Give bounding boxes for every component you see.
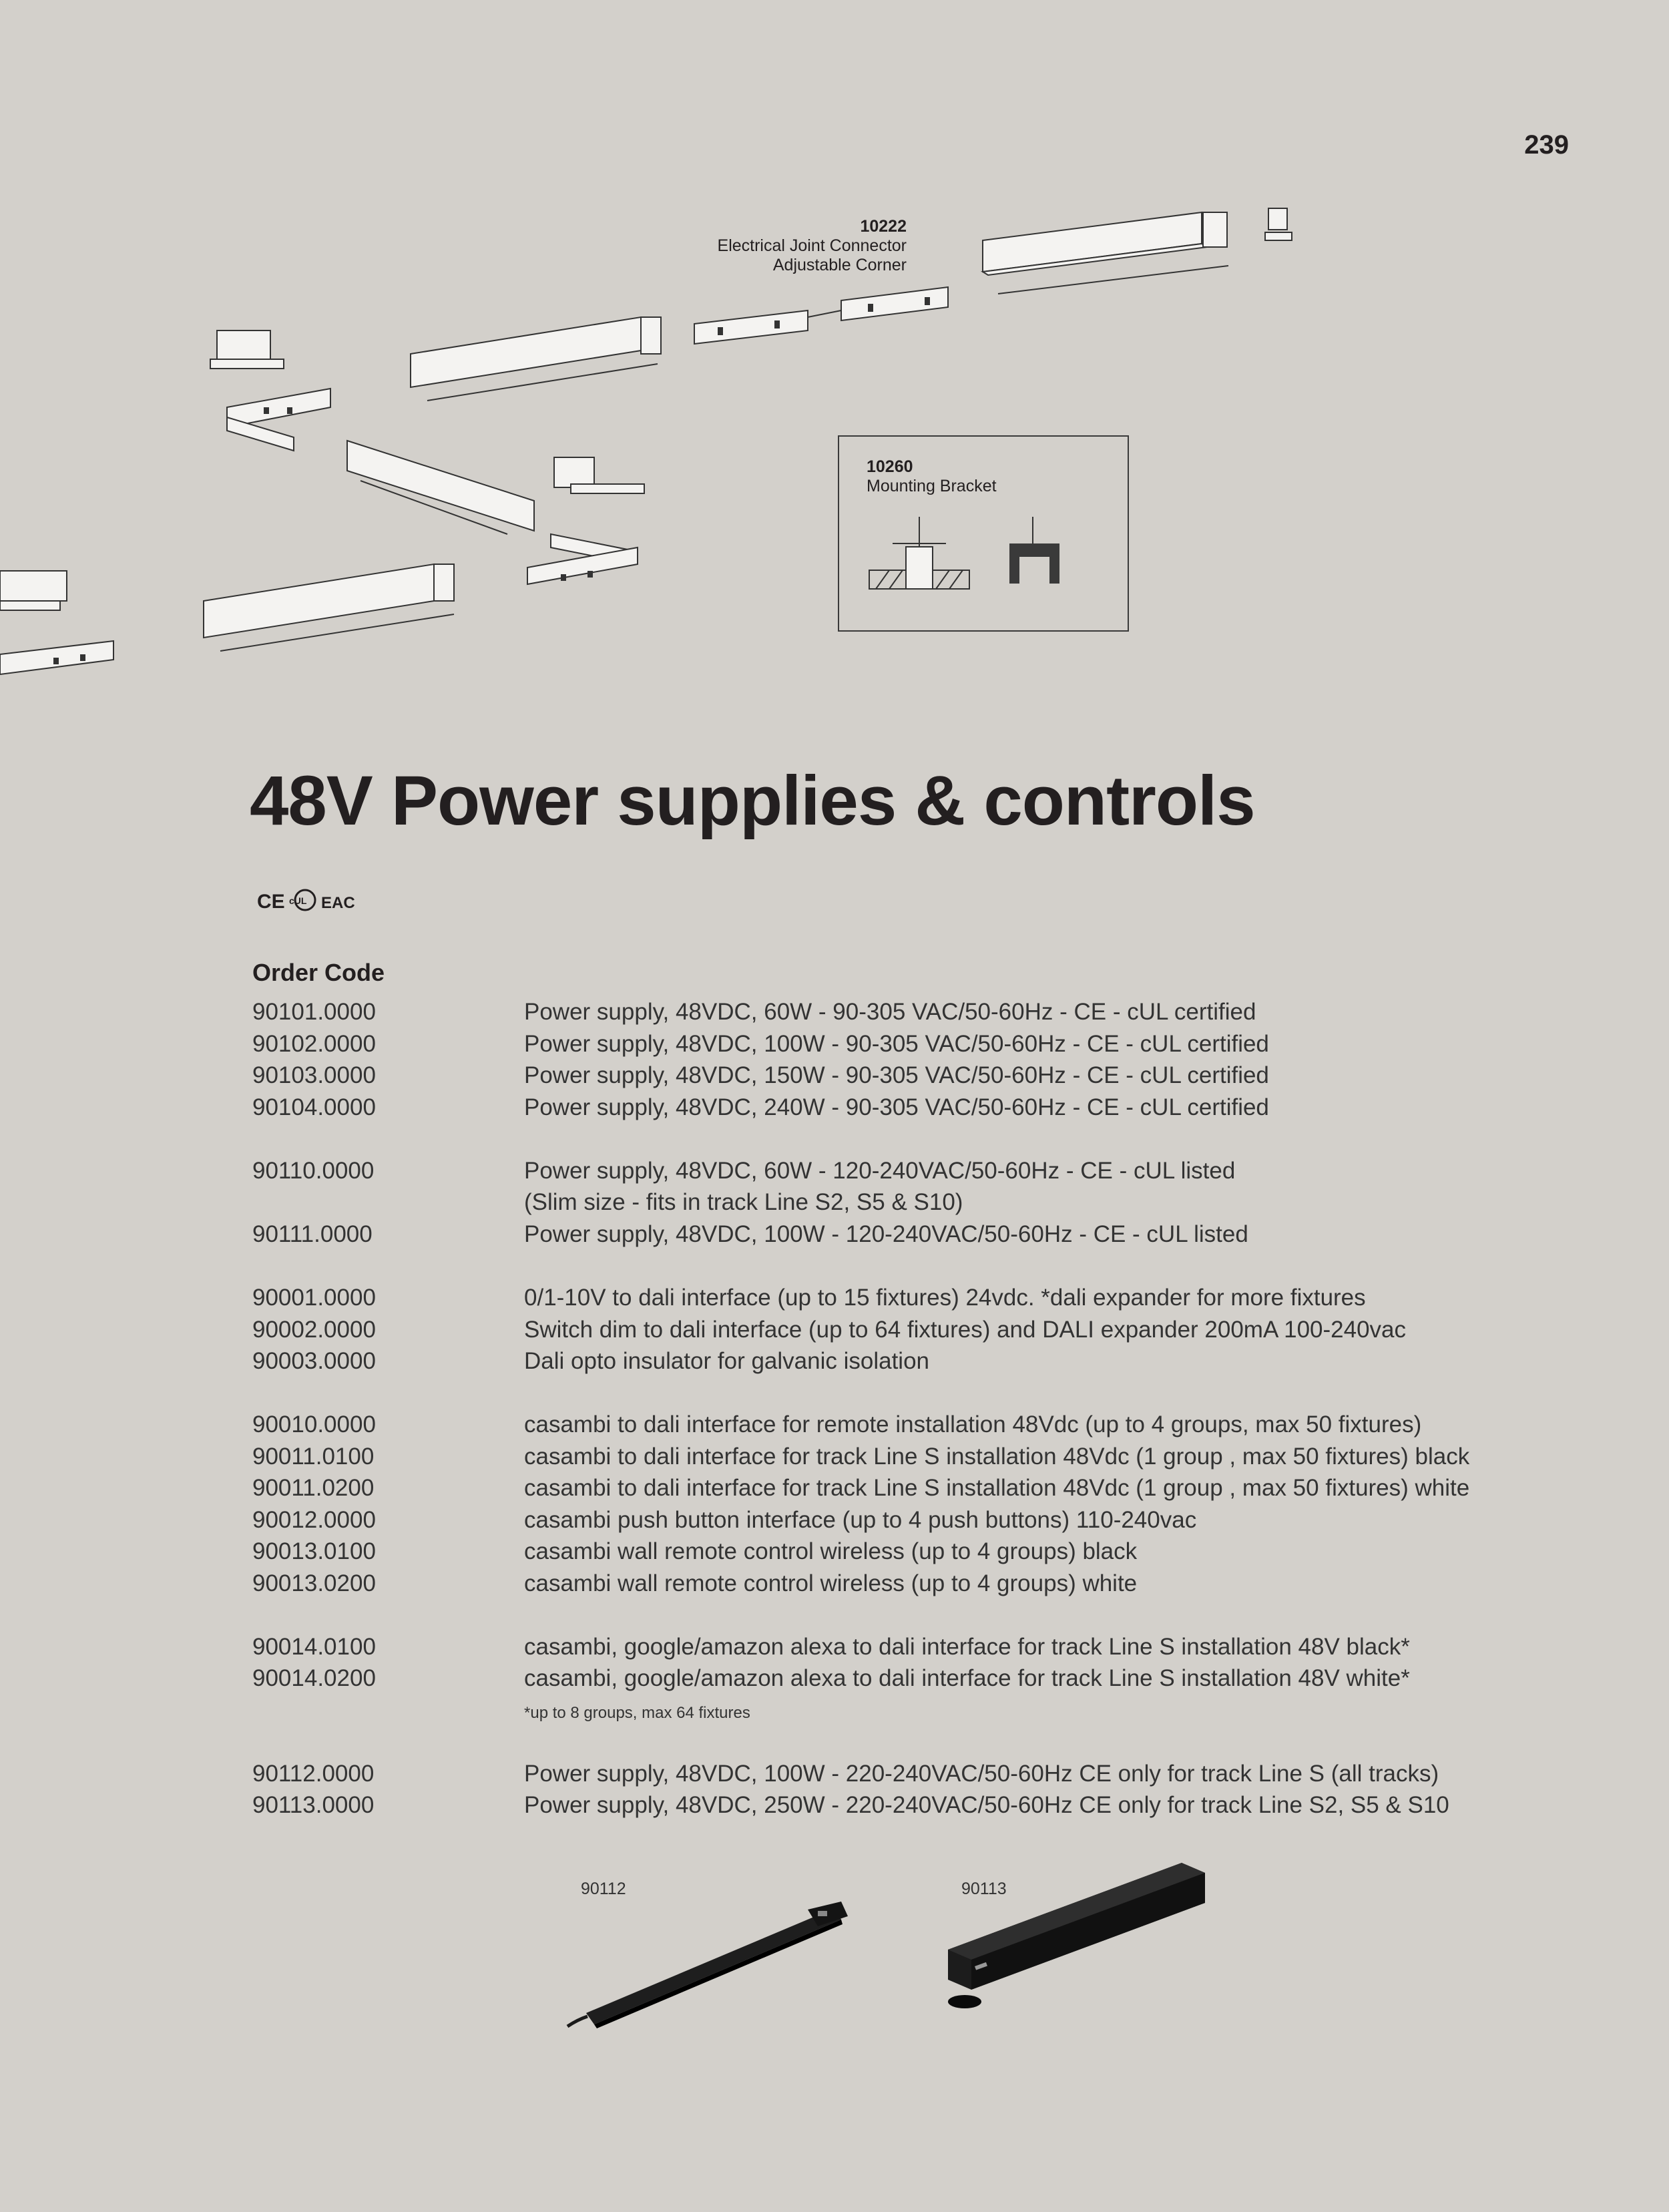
description: (Slim size - fits in track Line S2, S5 & S10) [524,1189,963,1215]
order-code: 90011.0200 [252,1475,375,1501]
table-row [252,1789,1449,1821]
description: Switch dim to dali interface (up to 64 fixtures) and DALI expander 200mA 100-240vac [524,1317,1407,1343]
table-row [252,1758,1439,1789]
order-code: 90013.0200 [252,1570,376,1596]
description: casambi wall remote control wireless (up to 4 groups) black [524,1538,1138,1564]
order-code: 90002.0000 [252,1317,376,1343]
description: Power supply, 48VDC, 100W - 220-240VAC/50-60Hz CE only for track Line S (all tracks) [524,1761,1439,1787]
description: Dali opto insulator for galvanic isolation [524,1348,929,1374]
page-title: 48V Power supplies & controls [250,762,1255,840]
order-code: 90112.0000 [252,1761,375,1787]
order-code-header: Order Code [252,959,385,986]
description: casambi to dali interface for remote installation 48Vdc (up to 4 groups, max 50 fixtures) [524,1411,1422,1437]
eac-mark: EAC [321,894,355,912]
order-code: 90014.0200 [252,1665,376,1691]
order-code: 90003.0000 [252,1348,376,1374]
product-image-90113 [935,1856,1215,2030]
table-row [252,1314,1406,1345]
order-code: 90013.0100 [252,1538,376,1564]
callout-10260-line1: Mounting Bracket [867,477,997,495]
certification-marks [257,888,357,915]
description: casambi to dali interface for track Line S installation 48Vdc (1 group , max 50 fixtures) white [524,1475,1470,1501]
product-caption-90112: 90112 [581,1879,626,1898]
description: Power supply, 48VDC, 250W - 220-240VAC/50-60Hz CE only for track Line S2, S5 & S10 [524,1792,1449,1818]
callout-10222-line1: Electrical Joint Connector [717,236,907,255]
table-row [252,1060,1269,1091]
order-code: 90014.0100 [252,1634,376,1660]
order-code: 90113.0000 [252,1792,375,1818]
callout-10222 [668,217,907,275]
table-row [252,1631,1410,1663]
order-code: 90012.0000 [252,1507,376,1533]
order-code: 90111.0000 [252,1221,373,1247]
order-code: 90103.0000 [252,1062,376,1088]
description: Power supply, 48VDC, 150W - 90-305 VAC/50-60Hz - CE - cUL certified [524,1062,1269,1088]
table-row [252,1536,1137,1567]
table-row [252,1409,1421,1440]
callout-10260 [867,457,997,496]
table-row [252,1504,1196,1536]
description: Power supply, 48VDC, 240W - 90-305 VAC/50-60Hz - CE - cUL certified [524,1094,1269,1120]
ce-mark: CE [257,891,285,913]
order-code: 90011.0100 [252,1444,375,1470]
description: 0/1-10V to dali interface (up to 15 fixtures) 24vdc. *dali expander for more fixtures [524,1285,1366,1311]
table-row [252,1345,929,1377]
product-caption-90113: 90113 [961,1879,1007,1898]
table-row [252,1155,1235,1186]
table-row [252,1472,1469,1504]
order-code: 90102.0000 [252,1031,376,1057]
order-code: 90110.0000 [252,1158,375,1184]
table-row [252,1186,963,1218]
description: casambi push button interface (up to 4 push buttons) 110-240vac [524,1507,1197,1533]
order-code: 90010.0000 [252,1411,376,1437]
table-row [252,1663,1410,1694]
table-row [252,1219,1248,1250]
table-row [252,1441,1469,1472]
order-code: 90001.0000 [252,1285,376,1311]
footnote: *up to 8 groups, max 64 fixtures [524,1704,750,1722]
mounting-bracket-drawing [866,517,1106,617]
order-code: 90101.0000 [252,999,376,1025]
description: casambi, google/amazon alexa to dali interface for track Line S installation 48V black* [524,1634,1410,1660]
description: casambi wall remote control wireless (up to 4 groups) white [524,1570,1138,1596]
product-image-90112 [554,1896,855,2036]
description: Power supply, 48VDC, 100W - 90-305 VAC/50-60Hz - CE - cUL certified [524,1031,1269,1057]
callout-10222-line2: Adjustable Corner [772,256,907,274]
description: Power supply, 48VDC, 100W - 120-240VAC/50-60Hz - CE - cUL listed [524,1221,1248,1247]
table-row [252,1028,1269,1060]
cul-mark: cUL [289,895,307,906]
callout-10222-code: 10222 [860,217,907,236]
table-row [252,1092,1269,1123]
callout-10260-code: 10260 [867,457,913,476]
table-row [252,1568,1137,1599]
table-row [252,996,1256,1028]
description: Power supply, 48VDC, 60W - 90-305 VAC/50-60Hz - CE - cUL certified [524,999,1256,1025]
table-row [252,1282,1366,1313]
page-number: 239 [1524,130,1569,160]
order-code: 90104.0000 [252,1094,376,1120]
description: casambi, google/amazon alexa to dali interface for track Line S installation 48V white* [524,1665,1410,1691]
description: Power supply, 48VDC, 60W - 120-240VAC/50-60Hz - CE - cUL listed [524,1158,1236,1184]
description: casambi to dali interface for track Line S installation 48Vdc (1 group , max 50 fixtures) black [524,1444,1470,1470]
